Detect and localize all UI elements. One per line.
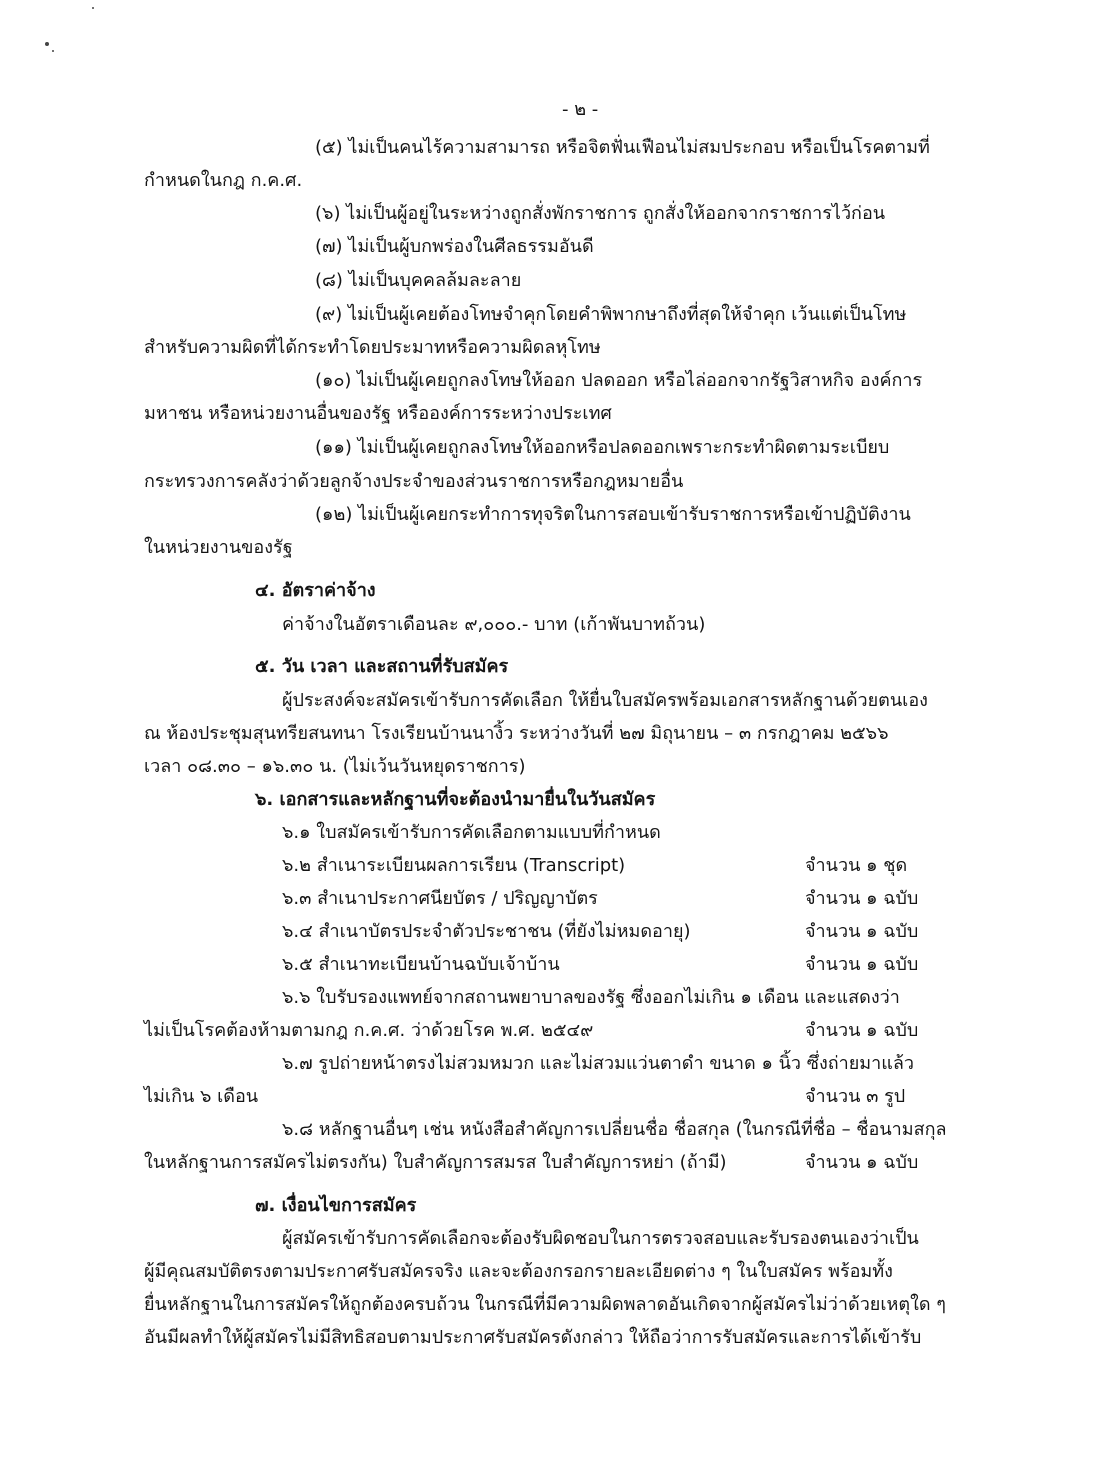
document-item-6-6-line-1: ๖.๖ ใบรับรองแพทย์จากสถานพยาบาลของรัฐ ซึ่งออกไม่เกิน ๑ เดือน และแสดงว่า <box>282 987 900 1008</box>
section-4-body: ค่าจ้างในอัตราเดือนละ ๙,๐๐๐.- บาท (เก้าพันบาทถ้วน) <box>282 614 706 635</box>
document-item-6-5-quantity: จำนวน ๑ ฉบับ <box>805 954 919 975</box>
document-item-6-6-line-2: ไม่เป็นโรคต้องห้ามตามกฎ ก.ค.ศ. ว่าด้วยโรค พ.ศ. ๒๕๔๙ <box>144 1020 594 1041</box>
qualification-5-line-2: กำหนดในกฎ ก.ค.ศ. <box>144 170 303 191</box>
qualification-5-line-1: (๕) ไม่เป็นคนไร้ความสามารถ หรือจิตฟั่นเฟือนไม่สมประกอบ หรือเป็นโรคตามที่ <box>315 137 930 158</box>
document-item-6-7-line-1: ๖.๗ รูปถ่ายหน้าตรงไม่สวมหมวก และไม่สวมแว่นตาดำ ขนาด ๑ นิ้ว ซึ่งถ่ายมาแล้ว <box>282 1053 914 1074</box>
qualification-9-line-2: สำหรับความผิดที่ได้กระทำโดยประมาทหรือความผิดลหุโทษ <box>144 337 601 358</box>
scan-speck <box>92 7 94 9</box>
qualification-10-line-2: มหาชน หรือหน่วยงานอื่นของรัฐ หรือองค์การระหว่างประเทศ <box>144 403 612 424</box>
qualification-10-line-1: (๑๐) ไม่เป็นผู้เคยถูกลงโทษให้ออก ปลดออก หรือไล่ออกจากรัฐวิสาหกิจ องค์การ <box>315 370 923 391</box>
section-7-body-line-2: ผู้มีคุณสมบัติตรงตามประกาศรับสมัครจริง และจะต้องกรอกรายละเอียดต่าง ๆ ในใบสมัคร พร้อมทั้ง <box>144 1261 893 1282</box>
document-item-6-4-quantity: จำนวน ๑ ฉบับ <box>805 921 919 942</box>
document-item-6-1: ๖.๑ ใบสมัครเข้ารับการคัดเลือกตามแบบที่กำหนด <box>282 822 661 843</box>
section-5-body-line-3: เวลา ๐๘.๓๐ – ๑๖.๓๐ น. (ไม่เว้นวันหยุดราชการ) <box>144 756 526 777</box>
section-5-heading: ๕. วัน เวลา และสถานที่รับสมัคร <box>255 656 509 677</box>
qualification-12-line-2: ในหน่วยงานของรัฐ <box>144 537 293 558</box>
section-7-body-line-4: อันมีผลทำให้ผู้สมัครไม่มีสิทธิสอบตามประกาศรับสมัครดังกล่าว ให้ถือว่าการรับสมัครและการได้เข้ารับ <box>144 1327 922 1348</box>
qualification-8: (๘) ไม่เป็นบุคคลล้มละลาย <box>315 270 522 291</box>
document-item-6-5: ๖.๕ สำเนาทะเบียนบ้านฉบับเจ้าบ้าน <box>282 954 560 975</box>
qualification-7: (๗) ไม่เป็นผู้บกพร่องในศีลธรรมอันดี <box>315 236 594 257</box>
section-6-heading: ๖. เอกสารและหลักฐานที่จะต้องนำมายื่นในวันสมัคร <box>255 789 656 810</box>
section-4-heading: ๔. อัตราค่าจ้าง <box>255 580 376 601</box>
document-item-6-3: ๖.๓ สำเนาประกาศนียบัตร / ปริญญาบัตร <box>282 888 598 909</box>
document-item-6-6-quantity: จำนวน ๑ ฉบับ <box>805 1020 919 1041</box>
document-item-6-8-line-1: ๖.๘ หลักฐานอื่นๆ เช่น หนังสือสำคัญการเปลี่ยนชื่อ ชื่อสกุล (ในกรณีที่ชื่อ – ชื่อนามสกุล <box>282 1119 947 1140</box>
document-item-6-8-quantity: จำนวน ๑ ฉบับ <box>805 1152 919 1173</box>
document-item-6-8-line-2: ในหลักฐานการสมัครไม่ตรงกัน) ใบสำคัญการสมรส ใบสำคัญการหย่า (ถ้ามี) <box>144 1152 727 1173</box>
scan-speck <box>45 42 49 46</box>
document-item-6-3-quantity: จำนวน ๑ ฉบับ <box>805 888 919 909</box>
section-5-body-line-2: ณ ห้องประชุมสุนทรียสนทนา โรงเรียนบ้านนางิ้ว ระหว่างวันที่ ๒๗ มิถุนายน – ๓ กรกฎาคม ๒๕๖๖ <box>144 723 889 744</box>
document-item-6-7-quantity: จำนวน ๓ รูป <box>805 1086 906 1107</box>
section-7-body-line-1: ผู้สมัครเข้ารับการคัดเลือกจะต้องรับผิดชอบในการตรวจสอบและรับรองตนเองว่าเป็น <box>282 1228 919 1249</box>
scan-speck <box>52 50 54 52</box>
page-number: - ๒ - <box>562 99 599 120</box>
section-7-heading: ๗. เงื่อนไขการสมัคร <box>255 1195 417 1216</box>
document-item-6-2-quantity: จำนวน ๑ ชุด <box>805 855 908 876</box>
section-5-body-line-1: ผู้ประสงค์จะสมัครเข้ารับการคัดเลือก ให้ยื่นใบสมัครพร้อมเอกสารหลักฐานด้วยตนเอง <box>282 690 928 711</box>
section-7-body-line-3: ยื่นหลักฐานในการสมัครให้ถูกต้องครบถ้วน ในกรณีที่มีความผิดพลาดอันเกิดจากผู้สมัครไม่ว่าด้วยเหตุใด ๆ <box>144 1294 946 1315</box>
document-item-6-7-line-2: ไม่เกิน ๖ เดือน <box>144 1086 259 1107</box>
qualification-9-line-1: (๙) ไม่เป็นผู้เคยต้องโทษจำคุกโดยคำพิพากษาถึงที่สุดให้จำคุก เว้นแต่เป็นโทษ <box>315 304 907 325</box>
qualification-6: (๖) ไม่เป็นผู้อยู่ในระหว่างถูกสั่งพักราชการ ถูกสั่งให้ออกจากราชการไว้ก่อน <box>315 203 886 224</box>
qualification-11-line-1: (๑๑) ไม่เป็นผู้เคยถูกลงโทษให้ออกหรือปลดออกเพราะกระทำผิดตามระเบียบ <box>315 437 890 458</box>
document-item-6-4: ๖.๔ สำเนาบัตรประจำตัวประชาชน (ที่ยังไม่หมดอายุ) <box>282 921 691 942</box>
qualification-11-line-2: กระทรวงการคลังว่าด้วยลูกจ้างประจำของส่วนราชการหรือกฎหมายอื่น <box>144 471 684 492</box>
document-item-6-2: ๖.๒ สำเนาระเบียนผลการเรียน (Transcript) <box>282 855 626 876</box>
qualification-12-line-1: (๑๒) ไม่เป็นผู้เคยกระทำการทุจริตในการสอบเข้ารับราชการหรือเข้าปฏิบัติงาน <box>315 504 911 525</box>
